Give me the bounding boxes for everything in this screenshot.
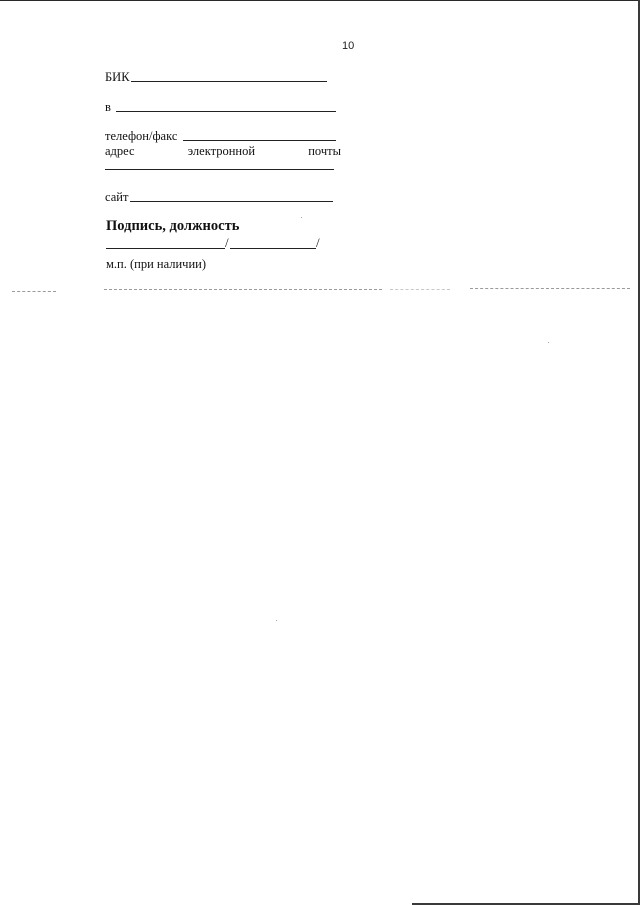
email-label-word-2: электронной (187, 144, 256, 158)
stamp-note: м.п. (при наличии) (106, 257, 206, 271)
phone-fax-underline (183, 140, 336, 141)
scan-dash-right (470, 288, 630, 289)
scan-speck (301, 217, 302, 218)
email-label-word-3: почты (308, 144, 341, 158)
signature-slash-2: / (316, 235, 320, 250)
phone-fax-label: телефон/факс (105, 129, 178, 143)
signature-underline (106, 248, 225, 249)
scan-speck (548, 342, 549, 343)
bik-underline (131, 81, 327, 82)
page-number: 10 (342, 40, 355, 52)
position-underline (230, 248, 316, 249)
bank-prefix-label: в (105, 100, 111, 114)
signature-heading: Подпись, должность (106, 218, 240, 234)
bik-label: БИК (105, 70, 130, 84)
email-label-word-1: адрес (105, 144, 135, 158)
scan-dash-left (12, 291, 56, 292)
site-underline (130, 201, 333, 202)
scan-dash-middle (104, 289, 382, 290)
site-label: сайт (105, 190, 129, 204)
bank-underline (116, 111, 336, 112)
email-underline (105, 169, 334, 170)
scan-speck (276, 620, 277, 621)
scan-edge-top (0, 0, 640, 1)
scan-dash-middle-faint (390, 289, 450, 290)
signature-slash-1: / (225, 235, 229, 250)
email-label (105, 144, 341, 158)
